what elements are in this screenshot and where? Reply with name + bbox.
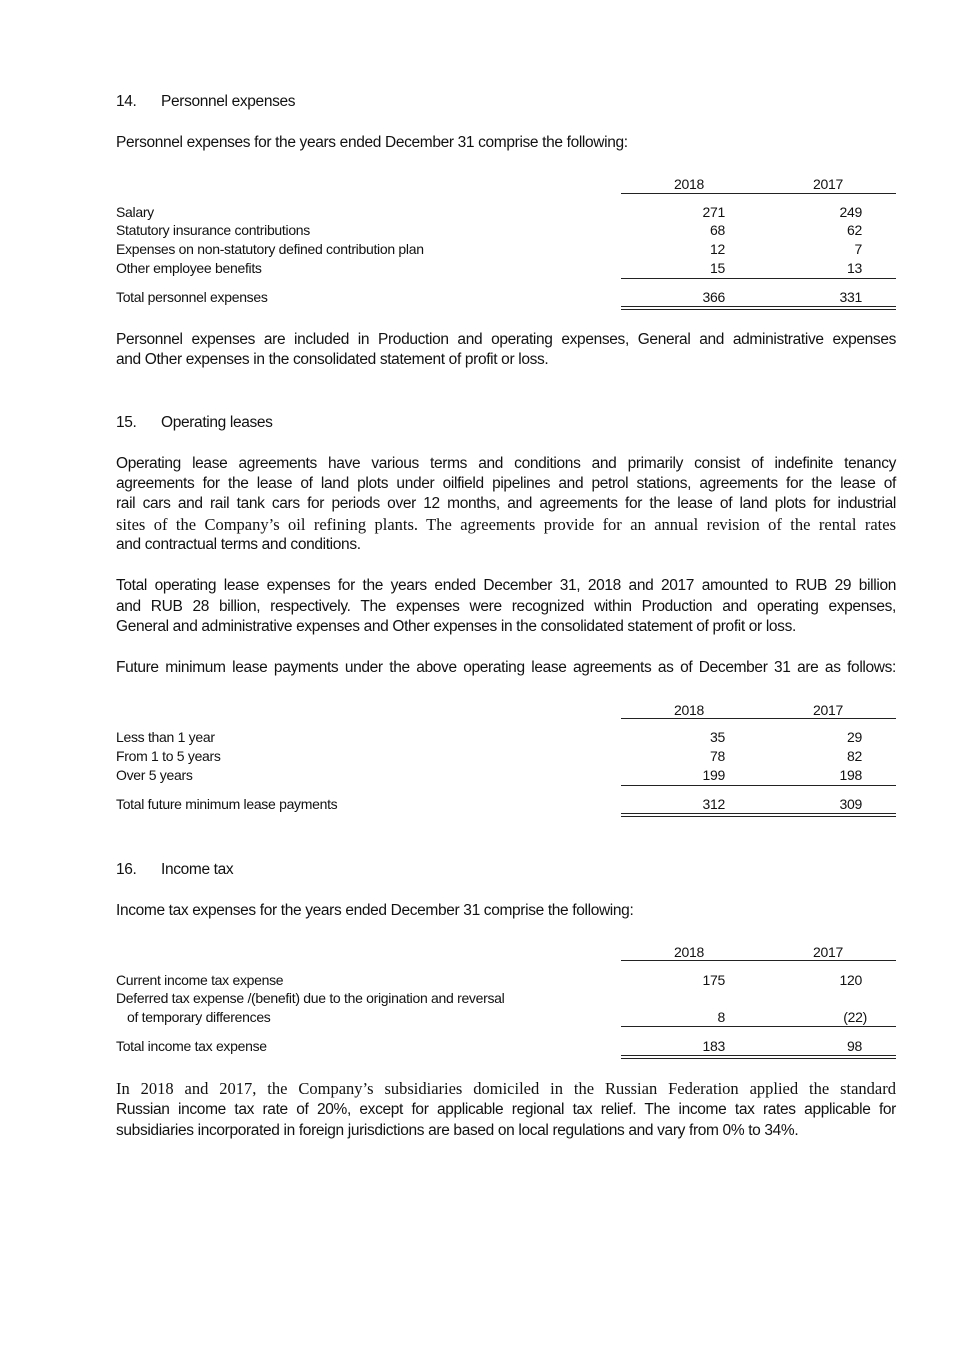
value-2018: 175 (702, 972, 725, 988)
divider (621, 1026, 896, 1027)
row-label: Current income tax expense (116, 972, 284, 988)
paragraph-line: Russian income tax rate of 20%, except for applicable regional tax relief. The income tax rates applicable for (116, 1101, 896, 1118)
paragraph-line: In 2018 and 2017, the Company’s subsidiaries domiciled in the Russian Federation applied the standard (116, 1079, 896, 1098)
section-title: Income tax (161, 861, 234, 878)
divider (621, 718, 896, 719)
value-2018: 35 (710, 729, 725, 745)
paragraph-line: Personnel expenses are included in Production and operating expenses, General and administrative expenses (116, 331, 896, 348)
total-label: Total income tax expense (116, 1038, 267, 1054)
divider (621, 193, 896, 194)
column-header-2018: 2018 (674, 702, 704, 718)
total-2017: 98 (847, 1038, 862, 1054)
double-underline (621, 813, 896, 817)
row-label: Salary (116, 204, 154, 220)
total-label: Total future minimum lease payments (116, 796, 338, 812)
value-2017: 249 (839, 204, 862, 220)
double-underline (621, 1055, 896, 1059)
paragraph-line: subsidiaries incorporated in foreign jurisdictions are based on local regulations and vary from 0% to 34%. (116, 1122, 799, 1139)
row-label: Deferred tax expense /(benefit) due to the origination and reversal (116, 990, 505, 1006)
column-header-2018: 2018 (674, 176, 704, 192)
value-2018: 8 (717, 1009, 725, 1025)
double-underline (621, 306, 896, 310)
value-2018: 199 (702, 767, 725, 783)
paragraph-line: and RUB 28 billion, respectively. The expenses were recognized within Production and operating expenses, (116, 598, 896, 615)
value-2017: 62 (847, 222, 862, 238)
value-2018: 15 (710, 260, 725, 276)
divider (621, 785, 896, 786)
intro-text: Personnel expenses for the years ended December 31 comprise the following: (116, 134, 628, 151)
total-label: Total personnel expenses (116, 289, 268, 305)
section-heading-income-tax (116, 860, 233, 880)
value-2018: 12 (710, 241, 725, 257)
paragraph-line: agreements for the lease of land plots under oilfield pipelines and petrol stations, agreements for the lease of (116, 475, 896, 492)
row-label: Less than 1 year (116, 729, 215, 745)
paragraph-line: and Other expenses in the consolidated statement of profit or loss. (116, 351, 549, 368)
row-label: Expenses on non-statutory defined contribution plan (116, 241, 424, 257)
divider (621, 278, 896, 279)
value-2018: 68 (710, 222, 725, 238)
paragraph-line: sites of the Company’s oil refining plants. The agreements provide for an annual revision of the rental rates (116, 515, 896, 534)
value-2017: 82 (847, 748, 862, 764)
value-2017: (22) (843, 1009, 867, 1025)
section-number: 15. (116, 414, 137, 431)
divider (621, 960, 896, 961)
value-2017: 29 (847, 729, 862, 745)
value-2018: 78 (710, 748, 725, 764)
row-label: Statutory insurance contributions (116, 222, 310, 238)
total-2017: 331 (839, 289, 862, 305)
total-2018: 312 (702, 796, 725, 812)
value-2017: 120 (839, 972, 862, 988)
section-heading-leases (116, 413, 273, 433)
value-2017: 7 (854, 241, 862, 257)
value-2017: 198 (839, 767, 862, 783)
column-header-2017: 2017 (813, 944, 843, 960)
intro-text: Income tax expenses for the years ended December 31 comprise the following: (116, 902, 634, 919)
total-2017: 309 (839, 796, 862, 812)
section-number: 14. (116, 93, 137, 110)
row-label: From 1 to 5 years (116, 748, 221, 764)
paragraph-line: General and administrative expenses and Other expenses in the consolidated statement of profit or loss. (116, 618, 796, 635)
section-title: Operating leases (161, 414, 273, 431)
paragraph-line: Operating lease agreements have various terms and conditions and primarily consist of indefinite tenancy (116, 455, 896, 472)
value-2017: 13 (847, 260, 862, 276)
row-label-continued: of temporary differences (127, 1009, 271, 1025)
column-header-2018: 2018 (674, 944, 704, 960)
total-2018: 366 (702, 289, 725, 305)
row-label: Over 5 years (116, 767, 193, 783)
section-title: Personnel expenses (161, 93, 296, 110)
total-2018: 183 (702, 1038, 725, 1054)
section-heading-personnel (116, 92, 295, 112)
paragraph-line: and contractual terms and conditions. (116, 536, 361, 553)
section-number: 16. (116, 861, 137, 878)
column-header-2017: 2017 (813, 176, 843, 192)
paragraph-line: rail cars and rail tank cars for periods over 12 months, and agreements for the lease of land plots for industrial (116, 495, 896, 512)
column-header-2017: 2017 (813, 702, 843, 718)
paragraph-line: Future minimum lease payments under the above operating lease agreements as of December 31 are as follows: (116, 659, 896, 676)
paragraph-line: Total operating lease expenses for the years ended December 31, 2018 and 2017 amounted to RUB 29 billion (116, 577, 896, 594)
value-2018: 271 (702, 204, 725, 220)
row-label: Other employee benefits (116, 260, 262, 276)
